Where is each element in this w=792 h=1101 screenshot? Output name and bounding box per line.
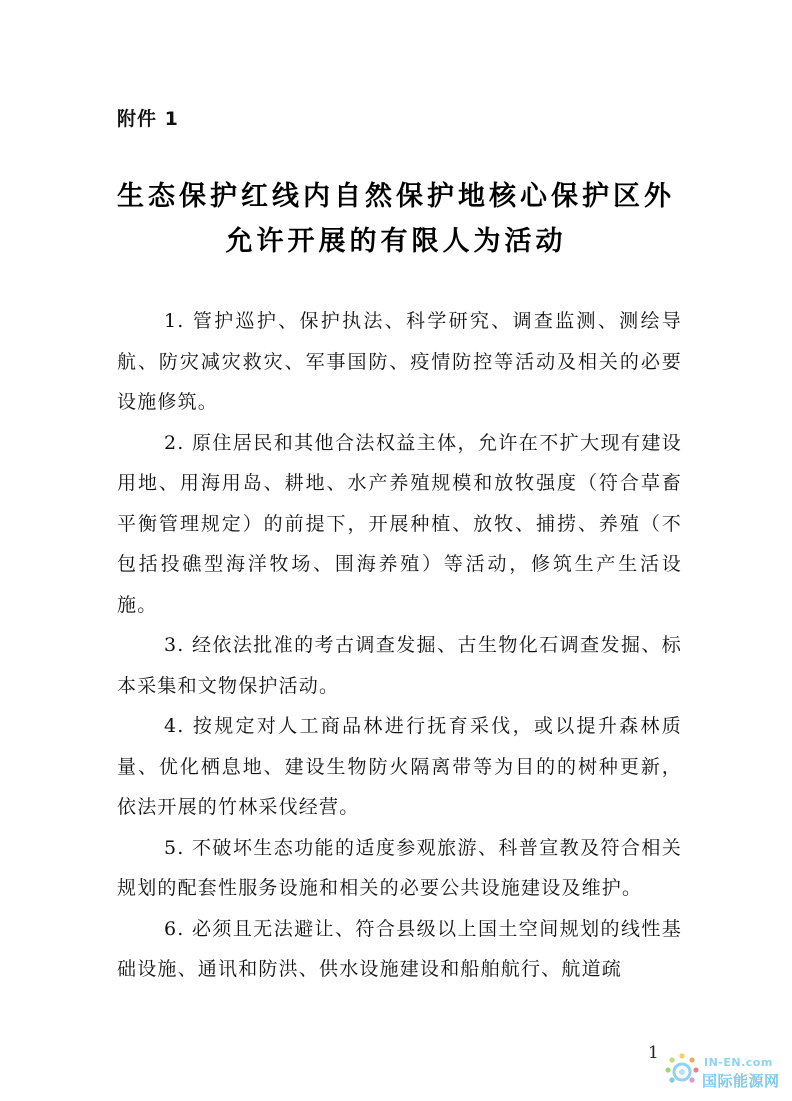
paragraph-1: 1. 管护巡护、保护执法、科学研究、调查监测、测绘导航、防灾减灾救灾、军事国防、疫情防控等活动及相关的必要设施修筑。 [117,310,682,413]
paragraph-4: 4. 按规定对人工商品林进行抚育采伐，或以提升森林质量、优化栖息地、建设生物防火隔离带等为目的的树种更新，依法开展的竹林采伐经营。 [117,715,682,818]
watermark-text-cn: 国际能源网 [702,1072,780,1090]
sun-logo-icon [664,1052,700,1088]
attachment-label: 附件 1 [117,108,179,130]
paragraph-2: 2. 原住居民和其他合法权益主体，允许在不扩大现有建设用地、用海用岛、耕地、水产养殖规模和放牧强度（符合草畜平衡管理规定）的前提下，开展种植、放牧、捕捞、养殖（不包括投礁型海洋牧场、围海养殖）等活动，修筑生产生活设施。 [117,431,682,616]
document-title-line-2: 允许开展的有限人为活动 [225,226,567,257]
paragraph-5: 5. 不破坏生态功能的适度参观旅游、科普宣教及符合相关规划的配套性服务设施和相关的必要公共设施建设及维护。 [117,836,682,899]
paragraph-3: 3. 经依法批准的考古调查发掘、古生物化石调查发掘、标本采集和文物保护活动。 [117,634,682,697]
document-title-line-1: 生态保护红线内自然保护地核心保护区外 [117,181,675,212]
site-watermark [664,1052,784,1092]
document-body [117,301,682,990]
paragraph-6: 6. 必须且无法避让、符合县级以上国土空间规划的线性基础设施、通讯和防洪、供水设施建设和船舶航行、航道疏 [117,917,682,980]
watermark-text-en: IN-EN.com [704,1056,773,1069]
page-number: 1 [648,1043,659,1063]
